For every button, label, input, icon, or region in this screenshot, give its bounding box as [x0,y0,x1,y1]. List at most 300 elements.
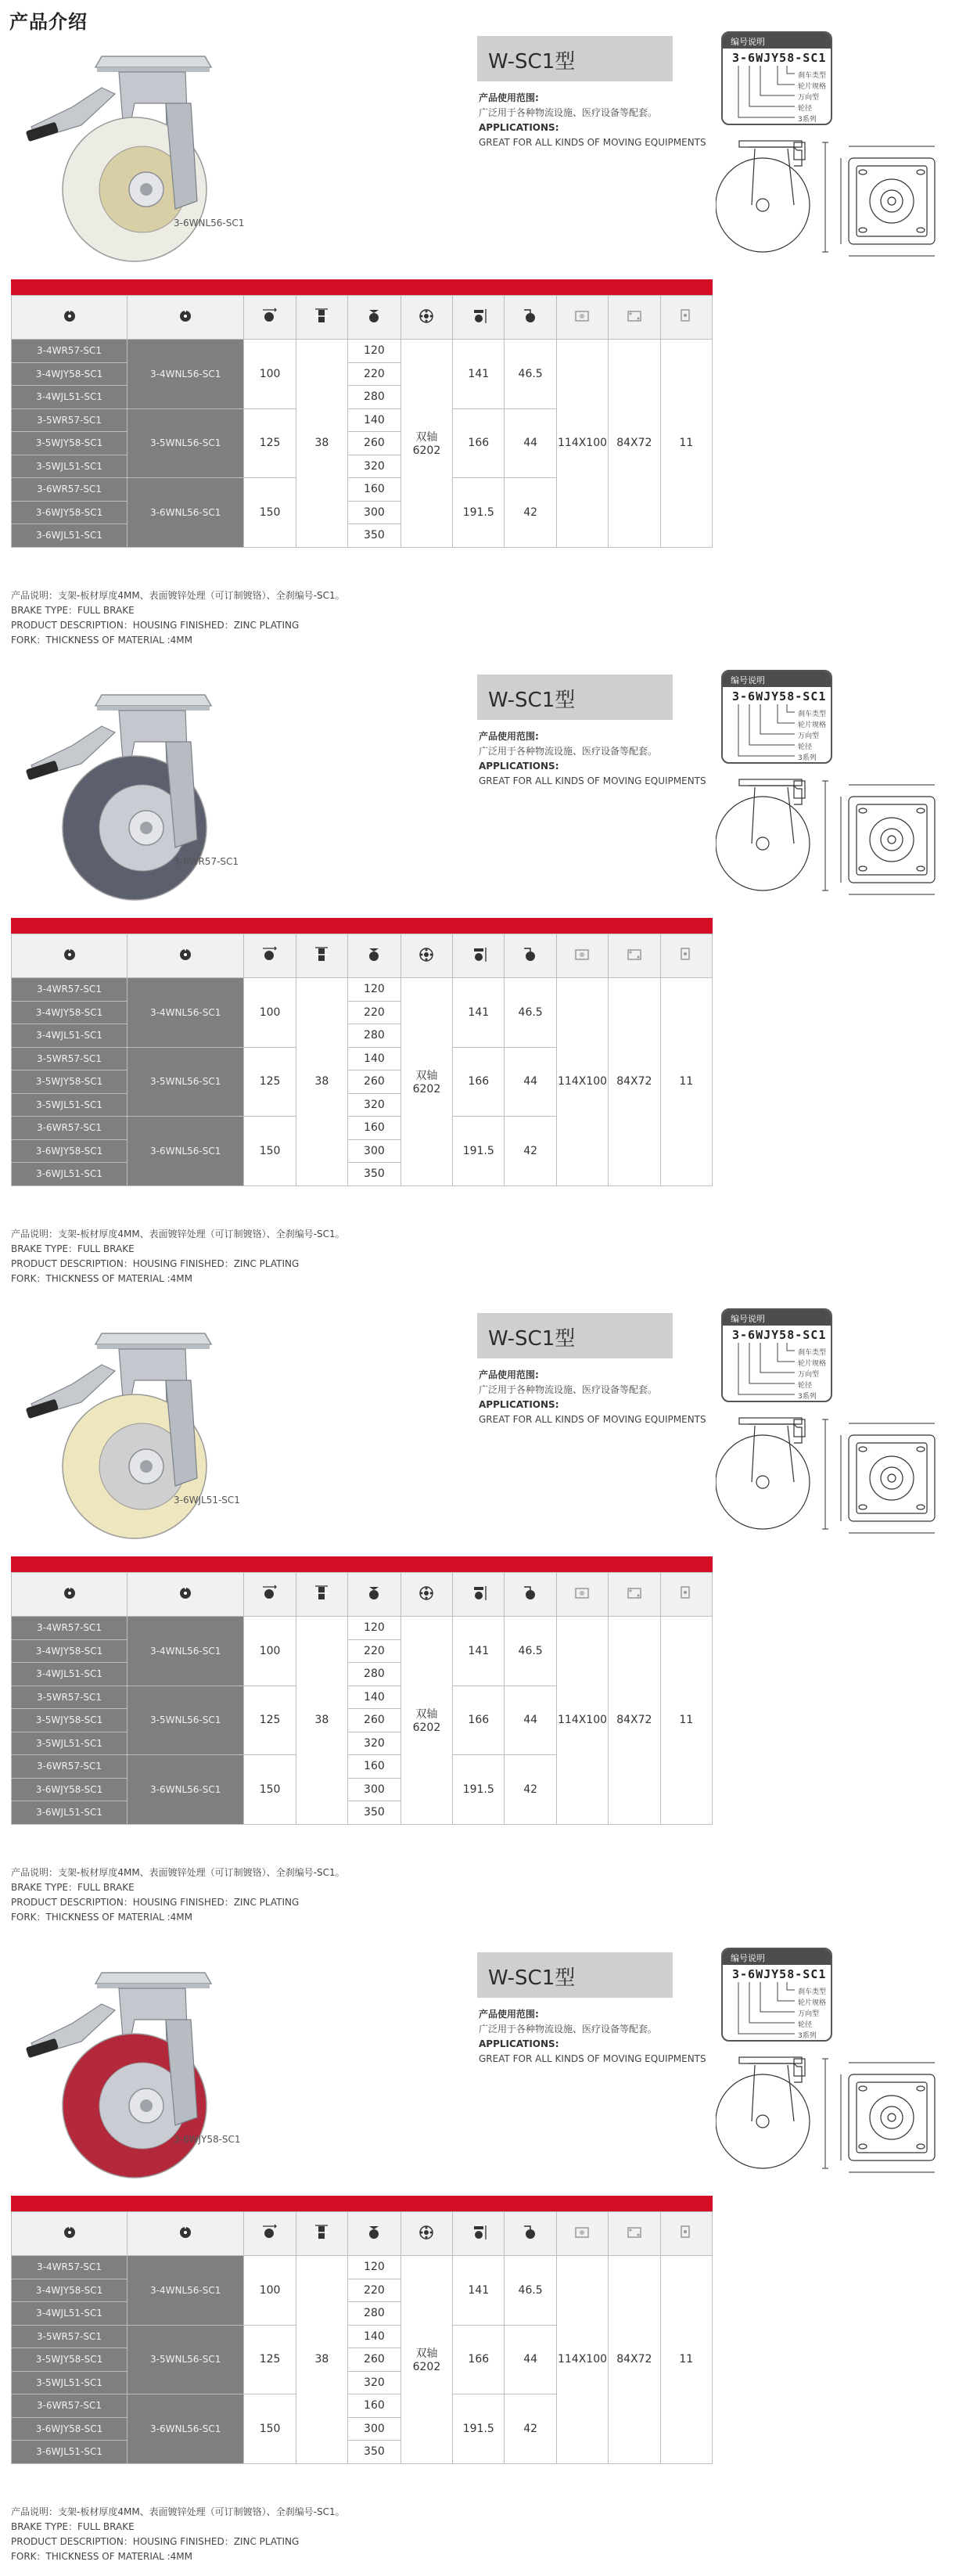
diameter-cell: 100 [244,1617,296,1686]
load-cell: 160 [348,478,401,502]
model-cell: 3-6WJL51-SC1 [12,1801,128,1825]
applications-en-label: APPLICATIONS: [479,122,559,133]
header-cell [400,934,452,978]
wheel-diameter-icon [260,2223,279,2242]
note-line: PRODUCT DESCRIPTION：HOUSING FINISHED：ZINC PLATING [11,1258,300,1269]
load-cell: 220 [348,1001,401,1024]
plate-cell: 114X100 [556,1617,608,1825]
load-cell: 140 [348,408,401,432]
applications-en-text: GREAT FOR ALL KINDS OF MOVING EQUIPMENTS [479,1414,706,1425]
product-section [0,648,959,1286]
note-line: 产品说明：支架-板材厚度4MM、表面镀锌处理（可订制镀铬）、全刹编号-SC1。 [11,1867,345,1878]
model-title-bar [477,36,673,81]
header-cell [296,296,347,340]
model-nl-cell: 3-6WNL56-SC1 [128,1117,244,1186]
hole-dia-cell: 11 [660,1617,712,1825]
model-cell: 3-4WJL51-SC1 [12,386,128,409]
header-cell [12,2212,128,2256]
product-section [0,1286,959,1924]
model-title-bar [477,1313,673,1358]
height-cell: 166 [453,2325,505,2394]
offset-cell: 46.5 [505,340,556,409]
technical-drawings [716,135,950,272]
legend-item: 轮径 [798,105,813,113]
header-cell [400,296,452,340]
load-cell: 140 [348,1686,401,1709]
model-nl-cell: 3-4WNL56-SC1 [128,2256,244,2326]
legend-item: 刹车类型 [798,711,827,718]
diameter-cell: 150 [244,2394,296,2464]
height-cell: 166 [453,1686,505,1755]
load-capacity-icon [365,307,383,326]
hole-spacing-icon [625,2223,644,2242]
load-cell: 300 [348,2417,401,2441]
bolt-hole-icon [677,1584,695,1603]
model-nl-cell: 3-5WNL56-SC1 [128,1047,244,1117]
load-cell: 350 [348,1801,401,1825]
load-cell: 280 [348,1024,401,1048]
applications-en-text: GREAT FOR ALL KINDS OF MOVING EQUIPMENTS [479,2053,706,2064]
model-cell: 3-6WJY58-SC1 [12,1778,128,1801]
code-legend [721,1308,832,1402]
applications-cn-label: 产品使用范围: [479,1369,539,1380]
product-notes [11,2505,345,2564]
hole-spacing-icon [625,1584,644,1603]
model-cell: 3-5WJL51-SC1 [12,1732,128,1755]
legend-item: 3系列 [798,2032,817,2040]
width-cell: 38 [296,2256,347,2464]
width-cell: 38 [296,978,347,1186]
caster-photo [9,1949,244,2184]
height-cell: 141 [453,978,505,1048]
applications-cn-label: 产品使用范围: [479,2009,539,2020]
applications-cn-label: 产品使用范围: [479,731,539,742]
legend-item: 万向型 [798,732,820,740]
applications-en-label: APPLICATIONS: [479,761,559,772]
header-cell [660,934,712,978]
note-line: BRAKE TYPE：FULL BRAKE [11,2521,135,2532]
load-cell: 320 [348,455,401,478]
note-line: PRODUCT DESCRIPTION：HOUSING FINISHED：ZINC PLATING [11,2536,300,2547]
wheel-icon [60,945,79,964]
plate-size-icon [573,945,591,964]
load-cell: 320 [348,1093,401,1117]
spec-table [11,295,713,548]
model-cell: 3-5WR57-SC1 [12,408,128,432]
load-cell: 140 [348,1047,401,1070]
load-cell: 280 [348,2302,401,2326]
diameter-cell: 125 [244,408,296,478]
header-cell [128,2212,244,2256]
hole-spacing-icon [625,307,644,326]
legend-item: 轮片规格 [798,1999,827,2007]
tread-width-icon [312,945,331,964]
applications-cn-text: 广泛用于各种物流设施、医疗设备等配套。 [479,107,658,118]
wheel-icon [60,1584,79,1603]
note-line: BRAKE TYPE：FULL BRAKE [11,1243,135,1254]
model-cell: 3-4WJY58-SC1 [12,1001,128,1024]
table-header-row [12,934,713,978]
model-cell: 3-4WJY58-SC1 [12,362,128,386]
wheel-icon [60,307,79,326]
height-cell: 191.5 [453,2394,505,2464]
header-cell [348,934,401,978]
offset-cell: 46.5 [505,2256,556,2326]
legend-header: 编号说明 [723,1310,831,1326]
photo-caption: 3-6WR57-SC1 [174,856,239,867]
load-cell: 220 [348,1639,401,1663]
model-title: W-SC1型 [488,1966,576,1990]
legend-code: 3-6WJY58-SC1 [732,1328,827,1342]
load-cell: 350 [348,524,401,548]
model-cell: 3-5WJY58-SC1 [12,1070,128,1094]
product-notes [11,588,345,648]
model-nl-cell: 3-6WNL56-SC1 [128,2394,244,2464]
model-title: W-SC1型 [488,50,576,74]
code-legend [721,670,832,764]
model-cell: 3-4WJY58-SC1 [12,2279,128,2302]
legend-code: 3-6WJY58-SC1 [732,1967,827,1981]
technical-drawings [716,2051,950,2188]
model-cell: 3-4WJL51-SC1 [12,1024,128,1048]
load-cell: 350 [348,1163,401,1186]
offset-cell: 44 [505,1686,556,1755]
legend-item: 刹车类型 [798,72,827,80]
model-nl-cell: 3-6WNL56-SC1 [128,478,244,548]
load-cell: 300 [348,1139,401,1163]
bearing-cell: 双轴 6202 [400,1617,452,1825]
header-cell [660,1573,712,1617]
hole-spacing-icon [625,945,644,964]
table-red-bar [11,918,713,934]
spec-table [11,1572,713,1825]
note-line: PRODUCT DESCRIPTION：HOUSING FINISHED：ZINC PLATING [11,1897,300,1908]
diameter-cell: 150 [244,478,296,548]
load-cell: 320 [348,1732,401,1755]
header-cell [660,296,712,340]
header-cell [128,1573,244,1617]
offset-cell: 42 [505,1117,556,1186]
load-capacity-icon [365,1584,383,1603]
diameter-cell: 125 [244,1047,296,1117]
plate-cell: 114X100 [556,2256,608,2464]
bolt-hole-icon [677,945,695,964]
wheel-diameter-icon [260,1584,279,1603]
legend-header: 编号说明 [723,671,831,687]
height-cell: 191.5 [453,478,505,548]
applications-cn-label: 产品使用范围: [479,92,539,103]
header-cell [453,1573,505,1617]
height-cell: 141 [453,1617,505,1686]
header-cell [660,2212,712,2256]
diameter-cell: 100 [244,2256,296,2326]
code-legend [721,1948,832,2042]
height-cell: 141 [453,340,505,409]
model-title-bar [477,1952,673,1998]
applications-en-text: GREAT FOR ALL KINDS OF MOVING EQUIPMENTS [479,137,706,148]
model-cell: 3-6WJY58-SC1 [12,1139,128,1163]
model-cell: 3-4WR57-SC1 [12,978,128,1002]
tread-width-icon [312,1584,331,1603]
note-line: FORK：THICKNESS OF MATERIAL :4MM [11,1912,192,1923]
note-line: FORK：THICKNESS OF MATERIAL :4MM [11,2551,192,2562]
product-section [0,1926,959,2563]
header-cell [453,2212,505,2256]
table-header-row [12,2212,713,2256]
load-capacity-icon [365,2223,383,2242]
load-cell: 350 [348,2441,401,2464]
photo-caption: 3-6WNL56-SC1 [174,218,245,228]
caster-photo [9,671,244,906]
model-nl-cell: 3-5WNL56-SC1 [128,408,244,478]
hole-spacing-cell: 84X72 [609,978,660,1186]
header-cell [556,2212,608,2256]
header-cell [128,296,244,340]
table-row [12,978,713,1002]
load-cell: 120 [348,340,401,363]
spec-table [11,934,713,1186]
header-cell [453,934,505,978]
legend-item: 轮径 [798,2021,813,2029]
legend-header: 编号说明 [723,1949,831,1965]
model-nl-cell: 3-5WNL56-SC1 [128,1686,244,1755]
model-nl-cell: 3-4WNL56-SC1 [128,978,244,1048]
total-height-icon [469,945,488,964]
model-title: W-SC1型 [488,689,576,712]
photo-caption: 3-6WJY58-SC1 [174,2134,241,2145]
model-nl-cell: 3-4WNL56-SC1 [128,340,244,409]
applications-cn-text: 广泛用于各种物流设施、医疗设备等配套。 [479,2024,658,2035]
header-cell [12,1573,128,1617]
wheel-icon [176,307,195,326]
wheel-icon [176,2223,195,2242]
legend-code: 3-6WJY58-SC1 [732,51,827,65]
legend-code: 3-6WJY58-SC1 [732,689,827,703]
width-cell: 38 [296,1617,347,1825]
applications-block [479,91,729,150]
header-cell [244,2212,296,2256]
offset-cell: 44 [505,408,556,478]
load-cell: 120 [348,1617,401,1640]
hole-dia-cell: 11 [660,978,712,1186]
load-cell: 120 [348,2256,401,2279]
bearing-cell: 双轴 6202 [400,340,452,548]
model-nl-cell: 3-5WNL56-SC1 [128,2325,244,2394]
header-cell [348,1573,401,1617]
bolt-hole-icon [677,2223,695,2242]
model-title: W-SC1型 [488,1327,576,1351]
table-row [12,2256,713,2279]
load-cell: 160 [348,1755,401,1779]
offset-cell: 42 [505,2394,556,2464]
header-cell [505,2212,556,2256]
spec-table-wrap [11,2196,713,2464]
applications-en-label: APPLICATIONS: [479,1399,559,1410]
model-cell: 3-4WR57-SC1 [12,340,128,363]
load-cell: 160 [348,2394,401,2418]
header-cell [609,296,660,340]
header-cell [244,296,296,340]
spec-table-wrap [11,918,713,1186]
note-line: FORK：THICKNESS OF MATERIAL :4MM [11,1273,192,1284]
bearing-icon [417,1584,436,1603]
model-cell: 3-6WJY58-SC1 [12,2417,128,2441]
offset-icon [521,2223,540,2242]
applications-block [479,2007,729,2067]
header-cell [505,296,556,340]
technical-drawings [716,773,950,910]
height-cell: 191.5 [453,1117,505,1186]
diameter-cell: 150 [244,1117,296,1186]
bearing-icon [417,2223,436,2242]
bolt-hole-icon [677,307,695,326]
model-nl-cell: 3-4WNL56-SC1 [128,1617,244,1686]
model-cell: 3-5WJY58-SC1 [12,2348,128,2372]
code-legend [721,31,832,125]
legend-item: 3系列 [798,116,817,124]
diameter-cell: 125 [244,1686,296,1755]
load-cell: 220 [348,2279,401,2302]
load-cell: 120 [348,978,401,1002]
model-cell: 3-6WJL51-SC1 [12,524,128,548]
load-cell: 260 [348,1709,401,1732]
load-cell: 160 [348,1117,401,1140]
legend-item: 刹车类型 [798,1988,827,1996]
load-cell: 220 [348,362,401,386]
note-line: 产品说明：支架-板材厚度4MM、表面镀锌处理（可订制镀铬）、全刹编号-SC1。 [11,1229,345,1239]
model-cell: 3-4WR57-SC1 [12,2256,128,2279]
model-cell: 3-6WR57-SC1 [12,478,128,502]
applications-block [479,1368,729,1427]
note-line: 产品说明：支架-板材厚度4MM、表面镀锌处理（可订制镀铬）、全刹编号-SC1。 [11,2506,345,2517]
table-row [12,340,713,363]
wheel-diameter-icon [260,945,279,964]
diameter-cell: 100 [244,340,296,409]
model-nl-cell: 3-6WNL56-SC1 [128,1755,244,1825]
tread-width-icon [312,2223,331,2242]
spec-table [11,2211,713,2464]
hole-dia-cell: 11 [660,2256,712,2464]
model-cell: 3-6WJY58-SC1 [12,501,128,524]
legend-item: 3系列 [798,1393,817,1401]
load-cell: 300 [348,1778,401,1801]
wheel-icon [176,1584,195,1603]
offset-cell: 46.5 [505,978,556,1048]
load-cell: 260 [348,432,401,455]
plate-cell: 114X100 [556,978,608,1186]
header-cell [400,1573,452,1617]
legend-item: 3系列 [798,754,817,762]
diameter-cell: 100 [244,978,296,1048]
model-cell: 3-5WR57-SC1 [12,1686,128,1709]
header-cell [244,934,296,978]
wheel-diameter-icon [260,307,279,326]
bearing-cell: 双轴 6202 [400,978,452,1186]
header-cell [348,2212,401,2256]
wheel-icon [176,945,195,964]
total-height-icon [469,307,488,326]
photo-caption: 3-6WJL51-SC1 [174,1495,240,1506]
load-cell: 260 [348,1070,401,1094]
header-cell [244,1573,296,1617]
header-cell [400,2212,452,2256]
model-cell: 3-6WR57-SC1 [12,1755,128,1779]
product-section [0,9,959,647]
model-cell: 3-5WJL51-SC1 [12,1093,128,1117]
applications-en-text: GREAT FOR ALL KINDS OF MOVING EQUIPMENTS [479,775,706,786]
technical-drawings [716,1412,950,1549]
header-cell [556,1573,608,1617]
note-line: 产品说明：支架-板材厚度4MM、表面镀锌处理（可订制镀铬）、全刹编号-SC1。 [11,590,345,601]
note-line: FORK：THICKNESS OF MATERIAL :4MM [11,635,192,646]
model-cell: 3-6WR57-SC1 [12,2394,128,2418]
model-title-bar [477,675,673,720]
header-cell [296,2212,347,2256]
model-cell: 3-6WJL51-SC1 [12,2441,128,2464]
offset-cell: 42 [505,1755,556,1825]
model-cell: 3-5WJL51-SC1 [12,455,128,478]
header-cell [556,934,608,978]
model-cell: 3-4WR57-SC1 [12,1617,128,1640]
note-line: BRAKE TYPE：FULL BRAKE [11,1882,135,1893]
hole-spacing-cell: 84X72 [609,1617,660,1825]
page-title: 产品介绍 [9,11,88,33]
load-cell: 140 [348,2325,401,2348]
header-cell [556,296,608,340]
diameter-cell: 150 [244,1755,296,1825]
header-cell [296,934,347,978]
bearing-cell: 双轴 6202 [400,2256,452,2464]
model-cell: 3-5WJL51-SC1 [12,2371,128,2394]
header-cell [505,934,556,978]
note-line: PRODUCT DESCRIPTION：HOUSING FINISHED：ZINC PLATING [11,620,300,631]
legend-item: 轮片规格 [798,83,827,91]
load-capacity-icon [365,945,383,964]
hole-dia-cell: 11 [660,340,712,548]
applications-block [479,729,729,789]
header-cell [128,934,244,978]
header-cell [12,934,128,978]
spec-table-wrap [11,1556,713,1825]
model-cell: 3-4WJL51-SC1 [12,2302,128,2326]
width-cell: 38 [296,340,347,548]
table-red-bar [11,2196,713,2211]
table-header-row [12,296,713,340]
header-cell [609,1573,660,1617]
offset-cell: 44 [505,2325,556,2394]
diameter-cell: 125 [244,2325,296,2394]
offset-cell: 44 [505,1047,556,1117]
model-cell: 3-6WJL51-SC1 [12,1163,128,1186]
load-cell: 260 [348,2348,401,2372]
applications-cn-text: 广泛用于各种物流设施、医疗设备等配套。 [479,1384,658,1395]
offset-cell: 42 [505,478,556,548]
legend-item: 轮径 [798,1382,813,1390]
hole-spacing-cell: 84X72 [609,340,660,548]
tread-width-icon [312,307,331,326]
height-cell: 166 [453,1047,505,1117]
offset-cell: 46.5 [505,1617,556,1686]
offset-icon [521,945,540,964]
applications-en-label: APPLICATIONS: [479,2038,559,2049]
legend-item: 刹车类型 [798,1349,827,1357]
model-cell: 3-4WJL51-SC1 [12,1663,128,1686]
caster-photo [9,1310,244,1545]
table-row [12,1617,713,1640]
load-cell: 280 [348,386,401,409]
applications-cn-text: 广泛用于各种物流设施、医疗设备等配套。 [479,746,658,757]
header-cell [609,2212,660,2256]
